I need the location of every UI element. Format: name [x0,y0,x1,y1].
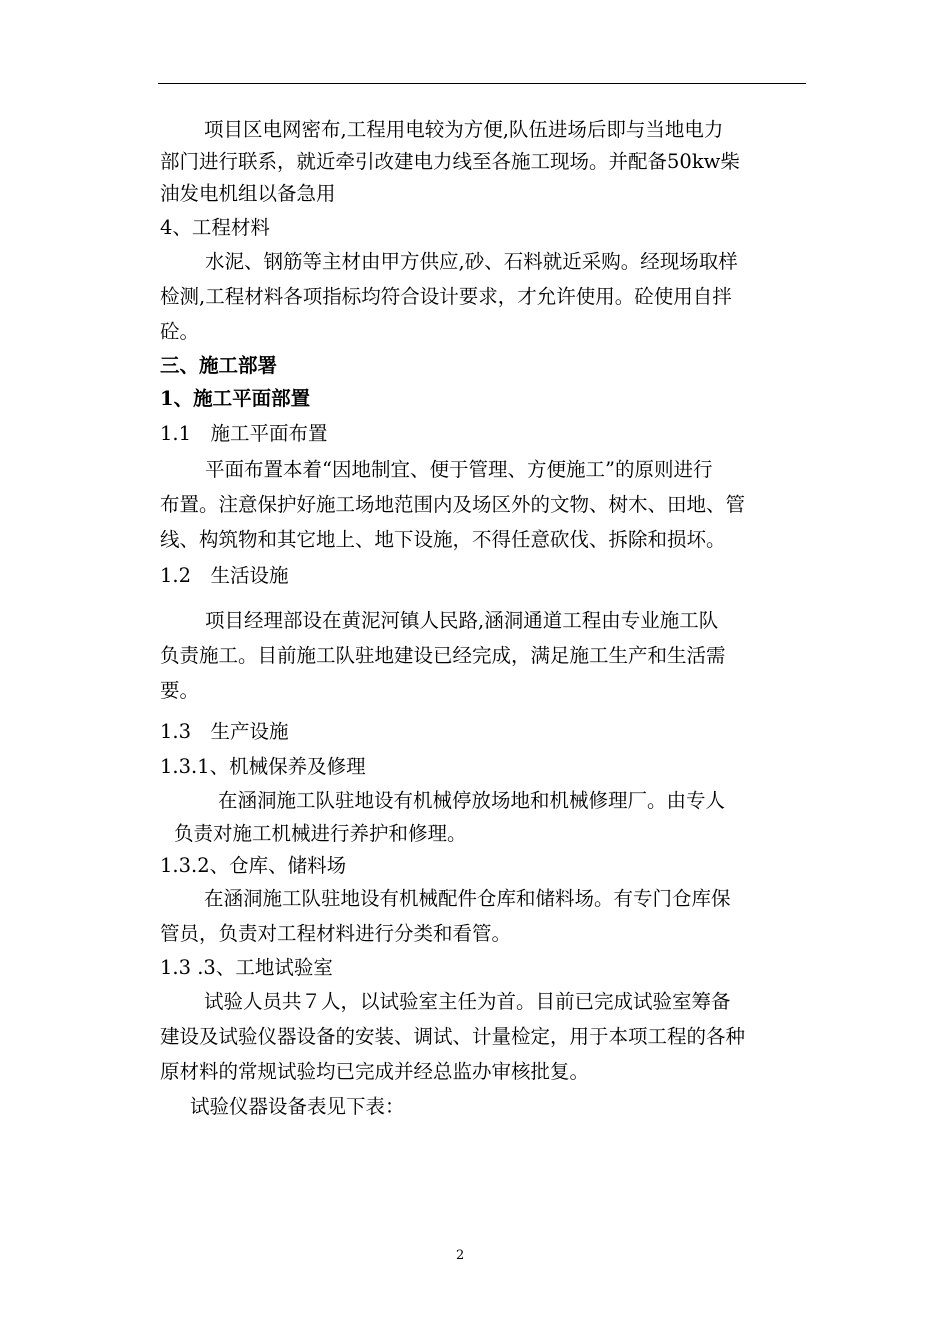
paragraph-line: 项目区电网密布,工程用电较为方便,队伍进场后即与当地电力 [204,118,724,141]
subsection-heading: 1.3 生产设施 [160,720,289,743]
paragraph-line: 试验人员共７人，以试验室主任为首。目前已完成试验室筹备 [204,990,731,1013]
page-number: 2 [456,1248,465,1263]
paragraph-line: 管员，负责对工程材料进行分类和看管。 [160,922,512,945]
paragraph-line: 负责对施工机械进行养护和修理。 [174,822,467,845]
paragraph-line: 原材料的常规试验均已完成并经总监办审核批复。 [160,1060,590,1083]
paragraph-line: 平面布置本着“因地制宜、便于管理、方便施工”的原则进行 [205,458,713,481]
paragraph-line: 布置。注意保护好施工场地范围内及场区外的文物、树木、田地、管 [160,493,746,516]
paragraph-line: 建设及试验仪器设备的安装、调试、计量检定，用于本项工程的各种 [160,1025,746,1048]
subsection-heading: 1.1 施工平面布置 [160,422,328,445]
subsection-heading: 1.3.2、仓库、储料场 [160,854,347,877]
paragraph-line: 砼。 [160,320,200,343]
paragraph-line: 要。 [160,679,200,702]
subsection-heading: 1.2 生活设施 [160,564,289,587]
paragraph-line: 在涵洞施工队驻地设有机械停放场地和机械修理厂。由专人 [218,789,726,812]
paragraph-line: 试验仪器设备表见下表： [190,1095,405,1118]
header-rule [158,83,806,84]
paragraph-line: 负责施工。目前施工队驻地建设已经完成，满足施工生产和生活需 [160,644,726,667]
subsection-heading: 1.3 .3、工地试验室 [160,956,333,979]
paragraph-line: 线、构筑物和其它地上、地下设施，不得任意砍伐、拆除和损坏。 [160,528,726,551]
chapter-heading: 三、施工部署 [160,354,278,377]
paragraph-line: 水泥、钢筋等主材由甲方供应,砂、石料就近采购。经现场取样 [205,250,738,273]
paragraph-line: 在涵洞施工队驻地设有机械配件仓库和储料场。有专门仓库保 [204,887,731,910]
subsection-heading: 1.3.1、机械保养及修理 [160,755,366,778]
section-heading: 1、施工平面部置 [160,387,311,410]
section-heading: 4、工程材料 [160,216,270,239]
paragraph-line: 部门进行联系，就近牵引改建电力线至各施工现场。并配备50kw柴 [160,150,740,173]
paragraph-line: 项目经理部设在黄泥河镇人民路,涵洞通道工程由专业施工队 [205,609,719,632]
paragraph-line: 检测,工程材料各项指标均符合设计要求，才允许使用。砼使用自拌 [160,285,732,308]
paragraph-line: 油发电机组以备急用 [160,182,336,205]
